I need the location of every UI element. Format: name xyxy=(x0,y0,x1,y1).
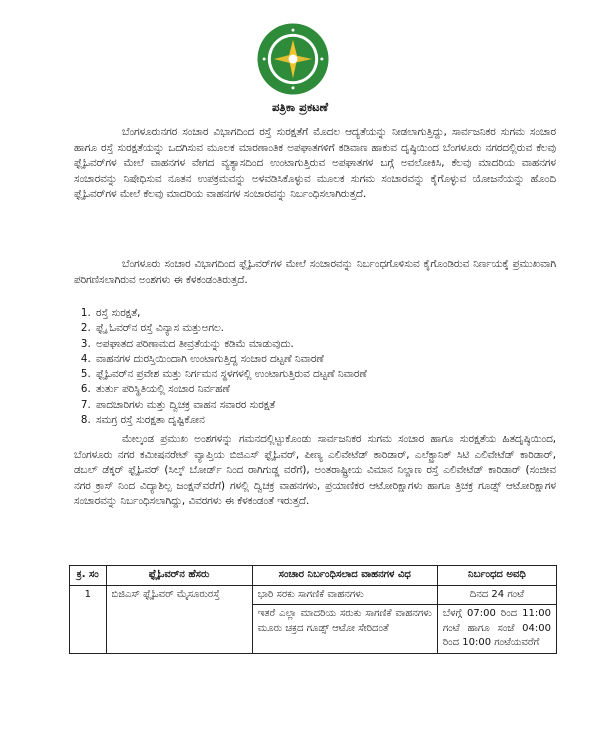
table-header-row xyxy=(70,566,557,586)
page-title: ಪತ್ರಿಕಾ ಪ್ರಕಟಣೆ xyxy=(271,100,329,114)
cell-serial: 1 xyxy=(70,585,107,653)
list-item: 7. ಪಾದಚಾರಿಗಳು ಮತ್ತು ದ್ವಿಚಕ್ರ ವಾಹನ ಸವಾರರ ಸುರಕ್ಷತೆ xyxy=(94,398,564,413)
list-item: 2. ಫ್ಲೈ ಓವರ್‌ನ ರಸ್ತೆ ವಿನ್ಯಾಸ ಮತ್ತುಅಗಲ. xyxy=(94,321,564,336)
cell-restriction-period: ಬೆಳಗ್ಗೆ 07:00 ರಿಂದ 11:00 ಗಂಟೆ ಹಾಗೂ ಸಂಜೆ 04:00 ರಿಂದ 10:00 ಗಂಟೆಯವರೆಗೆ xyxy=(437,605,556,654)
cell-vehicle-type: ಇತರೆ ಎಲ್ಲಾ ಮಾದರಿಯ ಸರುಕು ಸಾಗಣಿಕೆ ವಾಹನಗಳು ಮೂರು ಚಕ್ರದ ಗೂಡ್ಸ್ ಆಟೋ ಸೇರಿದಂತೆ xyxy=(252,605,437,654)
cell-restriction-period: ದಿನದ 24 ಗಂಟೆ xyxy=(437,585,556,605)
table-row xyxy=(70,585,557,605)
list-item: 6. ತುರ್ತು ಪರಿಸ್ಥಿತಿಯಲ್ಲಿ ಸಂಚಾರ ನಿರ್ವಹಣೆ xyxy=(94,382,564,397)
header-serial: ಕ್ರ. ಸಂ xyxy=(70,566,107,586)
header-restriction-period: ನಿರ್ಬಂಧದ ಅವಧಿ xyxy=(437,566,556,586)
list-item: 4. ವಾಹನಗಳ ದುರಸ್ತಿಯಿಂದಾಗಿ ಉಂಟಾಗುತ್ತಿದ್ದ ಸಂಚಾರ ದಟ್ಟಣೆ ನಿವಾರಣೆ xyxy=(94,352,564,367)
cell-flyover-name: ಬಿಜಿಎಸ್ ಫ್ಲೈಓವರ್ ಮೈಸೂರುರಸ್ತೆ xyxy=(106,585,252,653)
list-item: 5. ಫ್ಲೈಓವರ್‌ನ ಪ್ರವೇಶ ಮತ್ತು ನಿರ್ಗಮನ ಸ್ಥಳಗಳಲ್ಲಿ ಉಂಟಾಗುತ್ತಿರುವ ದಟ್ಟಣೆ ನಿವಾರಣೆ xyxy=(94,367,564,382)
list-item: 3. ಅಪಘಾತದ ಪರಿಣಾಮದ ತೀವ್ರತೆಯನ್ನು ಕಡಿಮೆ ಮಾಡುವುದು. xyxy=(94,337,564,352)
list-item: 8. ಸಮಗ್ರ ರಸ್ತೆ ಸುರಕ್ಷತಾ ದೃಷ್ಟಿಕೋನ xyxy=(94,413,564,428)
header-flyover-name: ಫ್ಲೈಓವರ್‌ನ ಹೆಸರು xyxy=(106,566,252,586)
traffic-police-emblem-icon xyxy=(256,22,330,96)
list-item: 1. ರಸ್ತೆ ಸುರಕ್ಷತೆ, xyxy=(94,306,564,321)
intro-paragraph: ಬೆಂಗಳೂರುನಗರ ಸಂಚಾರ ವಿಭಾಗದಿಂದ ರಸ್ತೆ ಸುರಕ್ಷತೆಗೆ ಮೊದಲ ಆದ್ಯತೆಯನ್ನು ನೀಡಲಾಗುತ್ತಿದ್ದು, ಸಾರ್ವಜನಿಕರ ಸುಗಮ ಸಂಚಾರ ಹಾಗೂ ರಸ್ತೆ ಸುರಕ್ಷತೆಯನ್ನು ಒದಗಿಸುವ ಮೂಲಕ ಮಾರಣಾಂತಿಕ ಅಪಘಾತಗಳಿಗೆ ಕಡಿವಾಣ ಹಾಕುವ ದೃಷ್ಠಿಯಿಂದ ಬೆಂಗಳೂರು ನಗರದಲ್ಲಿರುವ ಕೆಲವು ಫ್ಲೈಓವರ್‌ಗಳ ಮೇಲೆ ವಾಹನಗಳ ವೇಗದ ವ್ಯತ್ಯಾಸದಿಂದ ಉಂಟಾಗುತ್ತಿರುವ ಅಪಘಾತಗಳ ಬಗ್ಗೆ ಅವಲೋಕಿಸಿ, ಕೆಲವು ಮಾದರಿಯ ವಾಹನಗಳ ಸಂಚಾರವನ್ನು ನಿಷೇಧಿಸುವ ನೂತನ ಉಪಕ್ರಮವನ್ನು ಅಳವಡಿಸಿಕೊಳ್ಳುವ ಮೂಲಕ ಸುಗಮ ಸಂಚಾರವನ್ನು ಕೈಗೊಳ್ಳುವ ಯೋಜನೆಯನ್ನು ಹೊಂದಿ ಫ್ಲೈಓವರ್‌ಗಳ ಮೇಲೆ ಕೆಲವು ಮಾದರಿಯ ವಾಹನಗಳ ಸಂಚಾರವನ್ನು ನಿರ್ಬಂಧಿಸಲಾಗಿರುತ್ತದೆ. xyxy=(74,126,556,200)
cell-vehicle-type: ಭಾರಿ ಸರಕು ಸಾಗಣಿಕೆ ವಾಹನಗಳು xyxy=(252,585,437,605)
conclusion-paragraph: ಮೇಲ್ಕಂಡ ಪ್ರಮುಖ ಅಂಶಗಳನ್ನು ಗಮನದಲ್ಲಿಟ್ಟುಕೊಂಡು ಸಾರ್ವಜನಿಕರ ಸುಗಮ ಸಂಚಾರ ಹಾಗೂ ಸುರಕ್ಷತೆಯ ಹಿತದೃಷ್ಠಿಯಿಂದ, ಬೆಂಗಳೂರು ನಗರ ಕಮೀಷನರೇಟ್ ವ್ಯಾಪ್ತಿಯ ಬಿಜಿಎಸ್ ಫ್ಲೈಓವರ್, ಪೀಣ್ಯ ಎಲಿವೇಟೆಡ್ ಕಾರಿಡಾರ್, ಎಲೆಕ್ಟ್ರಾನಿಕ್ ಸಿಟಿ ಎಲಿವೇಟೆಡ್ ಕಾರಿಡಾರ್, ಡಬಲ್ ಡೆಕ್ಕರ್ ಫ್ಲೈಓವರ್ (ಸಿಲ್ಕ್ ಬೋರ್ಡ್ ನಿಂದ ರಾಗಿಗುಡ್ಡ ವರೆಗೆ), ಅಂತರಾಷ್ಟ್ರೀಯ ವಿಮಾನ ನಿಲ್ದಾಣ ರಸ್ತೆ ಎಲಿವೇಟೆಡ್ ಕಾರಿಡಾರ್ (ಸಂಜೀವ ನಗರ ಕ್ರಾಸ್ ನಿಂದ ವಿದ್ಯಾಶಿಲ್ಪ ಜಂಕ್ಷನ್‌ವರೆಗೆ) ಗಳಲ್ಲಿ ದ್ವಿಚಕ್ರ ವಾಹನಗಳು, ಪ್ರಯಾಣಿಕರ ಆಟೋರಿಕ್ಷಾಗಳು ಹಾಗೂ ತ್ರಿಚಕ್ರ ಗೂಡ್ಸ್ ಆಟೋರಿಕ್ಷಾಗಳ ಸಂಚಾರವನ್ನು ನಿರ್ಬಂಧಿಸಲಾಗಿದ್ದು, ವಿವರಗಳು ಈ ಕೆಳಕಂಡಂತೆ ಇರುತ್ತದೆ. xyxy=(74,433,556,507)
considerations-paragraph: ಬೆಂಗಳೂರು ಸಂಚಾರ ವಿಭಾಗದಿಂದ ಫ್ಲೈಓವರ್‌ಗಳ ಮೇಲೆ ಸಂಚಾರವನ್ನು ನಿರ್ಬಂಧಗೊಳಿಸುವ ಕೈಗೊಂಡಿರುವ ನಿರ್ಣಯಕ್ಕೆ ಪ್ರಮುಖವಾಗಿ ಪರಿಗಣಿಸಲಾಗಿರುವ ಅಂಶಗಳು ಈ ಕೆಳಕಂಡಂತಿರುತ್ತದೆ. xyxy=(74,258,556,286)
restrictions-table xyxy=(69,565,557,654)
considerations-list xyxy=(74,306,564,428)
header-vehicle-type: ಸಂಚಾರ ನಿರ್ಬಂಧಿಸಲಾದ ವಾಹನಗಳ ವಿಧ xyxy=(252,566,437,586)
